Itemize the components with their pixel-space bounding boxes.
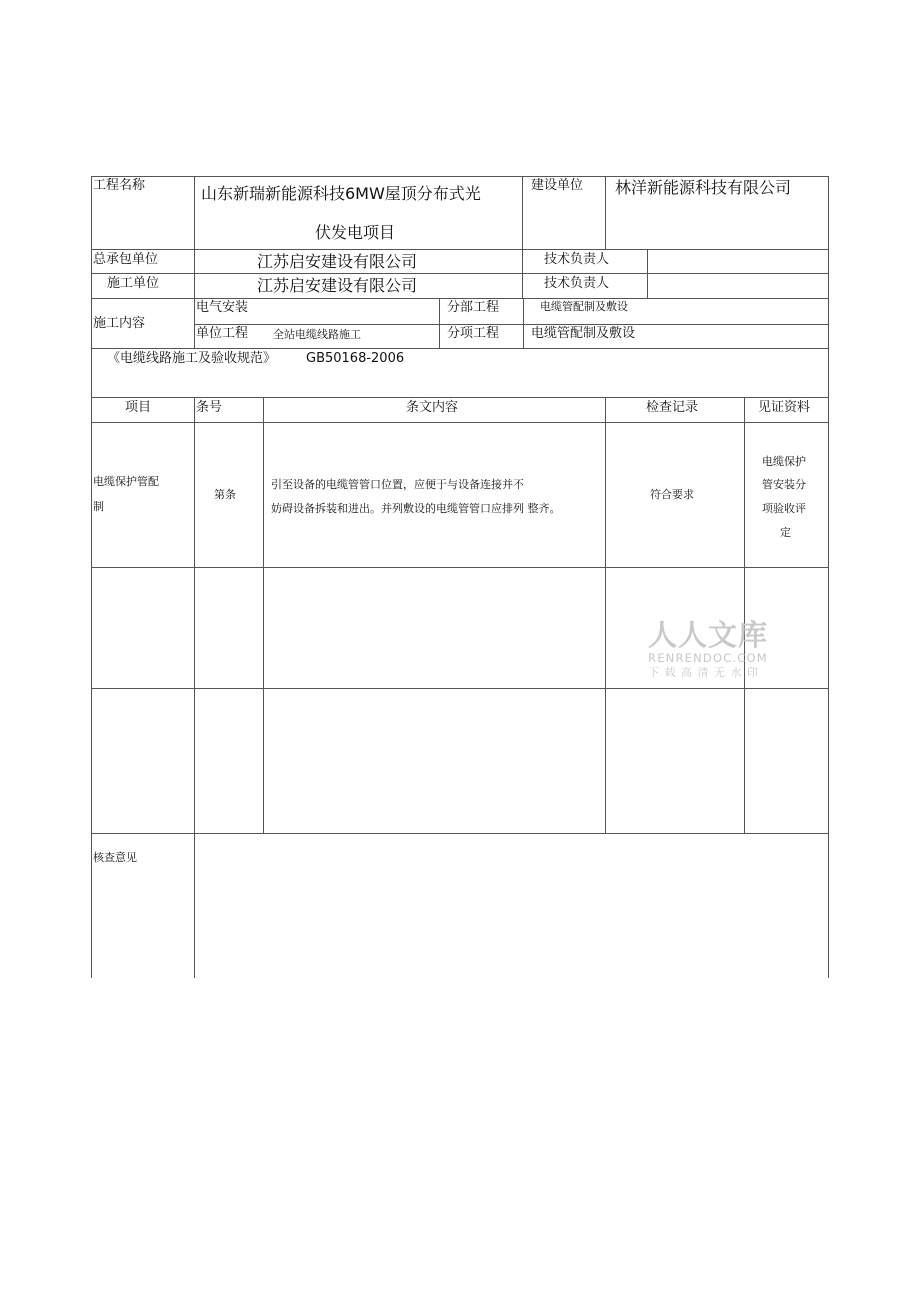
grid-line	[91, 176, 829, 177]
grid-line	[605, 176, 606, 249]
grid-line	[91, 688, 829, 689]
sub-project-label: 分部工程	[447, 300, 500, 315]
grid-line	[522, 176, 523, 298]
grid-line	[194, 397, 195, 978]
grid-line	[194, 324, 829, 325]
watermark-domain: RENRENDOC.COM	[648, 650, 768, 665]
review-label: 核查意见	[93, 851, 137, 864]
grid-line	[605, 397, 606, 833]
grid-line	[523, 298, 524, 348]
grid-line	[647, 249, 648, 298]
col-header-content: 条文内容	[406, 400, 459, 415]
tech-lead-label-2: 技术负责人	[544, 276, 610, 291]
unit-project-label: 单位工程	[196, 326, 249, 341]
grid-line	[194, 176, 195, 348]
sub-project-value: 电缆管配制及敷设	[540, 300, 628, 313]
item-project-label: 分项工程	[447, 326, 500, 341]
col-header-record: 检查记录	[646, 400, 699, 415]
builder-label: 建设单位	[531, 178, 584, 193]
content-value: 电气安装	[196, 300, 249, 315]
grid-line	[828, 176, 829, 978]
grid-line	[91, 176, 92, 978]
construction-unit-label: 施工单位	[107, 276, 160, 291]
row-item-line2: 制	[93, 500, 104, 513]
watermark-title: 人人文库	[648, 618, 769, 652]
standard-code: GB50168-2006	[306, 351, 405, 366]
grid-line	[439, 298, 440, 348]
row-evidence-line1: 电缆保护	[762, 455, 806, 468]
grid-line	[263, 397, 264, 833]
grid-line	[91, 422, 829, 423]
row-evidence-line4: 定	[780, 526, 791, 539]
col-header-evidence: 见证资料	[758, 400, 811, 415]
row-content-line2: 妨碍设备拆装和进出。并列敷设的电缆管管口应排列 整齐。	[271, 502, 561, 515]
construction-unit-value: 江苏启安建设有限公司	[257, 276, 418, 295]
row-record: 符合要求	[650, 488, 694, 501]
col-header-clause: 条号	[196, 400, 223, 415]
grid-line	[91, 833, 829, 834]
general-contractor-value: 江苏启安建设有限公司	[257, 252, 418, 271]
row-content-line1: 引至设备的电缆管管口位置，应便于与设备连接并不	[271, 478, 524, 491]
grid-line	[91, 273, 829, 274]
builder-value: 林洋新能源科技有限公司	[615, 178, 792, 197]
tech-lead-label-1: 技术负责人	[544, 252, 610, 267]
standard-name: 《电缆线路施工及验收规范》	[107, 351, 277, 366]
grid-line	[91, 567, 829, 568]
item-project-value: 电缆管配制及敷设	[531, 326, 636, 341]
content-label: 施工内容	[93, 316, 146, 331]
row-item-line1: 电缆保护管配	[93, 475, 159, 488]
row-evidence-line3: 项验收评	[762, 502, 806, 515]
grid-line	[91, 397, 829, 398]
general-contractor-label: 总承包单位	[93, 252, 159, 267]
grid-line	[91, 298, 829, 299]
row-clause: 第条	[214, 488, 236, 501]
grid-line	[91, 249, 829, 250]
watermark-subtitle: 下载高清无水印	[648, 665, 764, 679]
watermark	[648, 620, 768, 680]
project-name-label: 工程名称	[93, 178, 146, 193]
col-header-item: 项目	[125, 400, 152, 415]
row-evidence-line2: 管安装分	[762, 478, 806, 491]
project-name-line1: 山东新瑞新能源科技6MW屋顶分布式光	[201, 184, 481, 203]
project-name-line2: 伏发电项目	[315, 223, 396, 242]
unit-project-value: 全站电缆线路施工	[273, 328, 361, 341]
grid-line	[744, 397, 745, 833]
grid-line	[91, 348, 829, 349]
